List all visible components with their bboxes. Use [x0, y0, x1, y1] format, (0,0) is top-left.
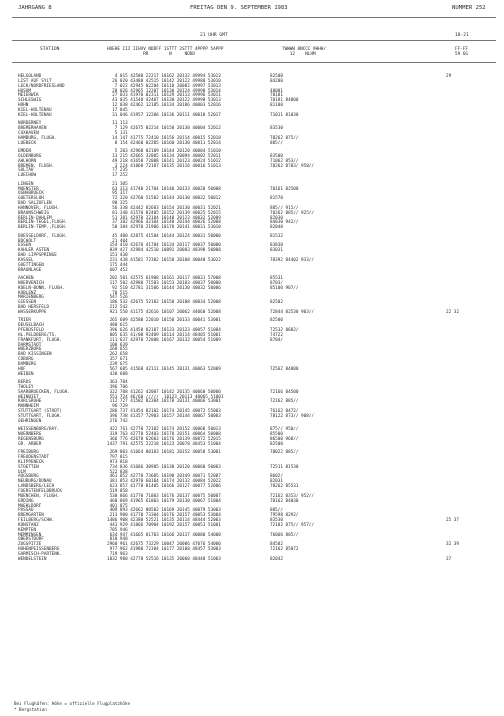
station-name: KAHLER ASTEN — [18, 248, 50, 254]
observation-data: 50 384 42970 21906 10170 20141 40031 53010 — [107, 225, 221, 231]
table-row — [0, 420, 504, 425]
station-name: DUESSELDORF, FLUGH. — [18, 233, 68, 239]
weather-groups: 76066 885// — [270, 532, 299, 538]
weather-groups: 40001 — [270, 88, 283, 94]
station-name: MUEHLDORF — [18, 503, 42, 509]
station-name: LINGEN — [18, 181, 34, 187]
weather-groups: 70262 85531 — [270, 484, 299, 490]
station-name: WEINBIET — [18, 394, 39, 400]
observation-data: 381 853 42970 60104 10174 20132 40084 52022 — [107, 479, 221, 485]
weather-groups: 875// 950// — [270, 427, 299, 433]
weather-groups: 82500 — [270, 441, 283, 447]
observation-data: 480 615 — [107, 323, 128, 329]
observation-data: 396 738 41357 72903 10157 20144 40067 50003 — [107, 414, 221, 419]
station-name: ZUGSPITZE — [18, 542, 42, 548]
station-name: PFERDSFELD — [18, 328, 44, 334]
observation-data: 112 727 41582 82304 10178 20131 40066 53001 — [107, 399, 221, 405]
station-name: DEUSELBACH — [18, 323, 44, 329]
station-name: STUTTGART, FLUGH. — [18, 414, 62, 419]
weather-groups: 8703/ — [270, 280, 283, 286]
observation-data: 2960 961 42675 73229 10047 20006 47076 54000 — [107, 542, 221, 548]
station-name: MANNHEIM — [18, 404, 39, 410]
weather-groups: 885// — [270, 140, 283, 146]
station-name: EMDEN — [18, 149, 31, 154]
station-name: BERLIN-TEMP.,FLUGH. — [18, 225, 68, 231]
station-name: DARMSTADT — [18, 342, 42, 348]
observation-data: 72 320 42760 51502 10144 20130 40032 50012 — [107, 196, 221, 202]
observation-data: 363 704 — [107, 380, 128, 386]
subheader-rule — [12, 40, 496, 41]
weather-groups: 72844 82530 903// — [270, 309, 314, 315]
table-row — [0, 114, 504, 119]
observation-data: 111 637 42970 72008 10167 20132 40054 51009 — [107, 337, 221, 343]
observation-data: 5 131 — [107, 130, 128, 136]
station-name: BERUS — [18, 380, 31, 386]
weather-groups: 70262 8703/ 958// — [270, 163, 314, 169]
station-column-header: STATION — [40, 47, 60, 52]
station-name: BAD LIPPSPRINGE — [18, 253, 57, 259]
column-header-rule — [12, 62, 496, 63]
station-name: STOETTEN — [18, 464, 39, 470]
station-name: NOERVENICH — [18, 280, 44, 286]
observation-data: 45 400 42875 41504 10144 20124 40031 50000 — [107, 233, 221, 239]
observation-data: 409 893 42662 80502 10169 20145 40079 53003 — [107, 508, 221, 514]
station-name: COBURG — [18, 357, 34, 363]
footnote-airports: Bei Flughäfen: Höhe = offizielle Flugplatzhöhe — [14, 701, 130, 706]
weather-groups: 85531 — [270, 276, 283, 282]
observation-data: 81 348 41570 82405 10152 20139 40025 52015 — [107, 210, 221, 216]
observation-data: 11 113 — [107, 121, 128, 127]
station-name: LIST AUF SYLT — [18, 78, 52, 84]
observation-data: 117 502 42980 71503 10153 20103 40037 50000 — [107, 280, 221, 286]
station-name: FEILBERG/SCHW. — [18, 518, 55, 524]
observation-data: 17 252 — [107, 173, 128, 179]
observation-data: 1437 791 42575 22218 10123 20078 48453 51004 — [107, 441, 221, 447]
station-name: KEMPTEN — [18, 527, 37, 533]
observation-data: 13 215 42665 32005 10134 20094 40002 52011 — [107, 153, 221, 159]
observation-data: 607 452 — [107, 267, 128, 273]
observation-data: 286 737 41454 82102 10174 20145 40072 55003 — [107, 409, 221, 415]
observation-data: 567 685 41568 42111 10145 20131 40063 52009 — [107, 366, 221, 372]
weather-groups: 82500 — [270, 74, 283, 79]
weather-groups: 82040 — [270, 225, 283, 231]
table-row — [0, 174, 504, 179]
station-name: WEIDEN — [18, 371, 34, 377]
observation-data: 51 381 42970 22104 10148 20123 40032 52009 — [107, 215, 221, 221]
station-name: WEISSENBURG/BAY. — [18, 427, 60, 433]
weather-groups: 81532 — [270, 233, 283, 239]
table-row — [0, 226, 504, 231]
wind-gusts: 22 32 — [446, 309, 459, 315]
weather-groups: 84030 942// — [270, 220, 299, 226]
station-name: BREMEN, FLUGH. — [18, 163, 55, 169]
observation-data: 357 671 — [107, 357, 128, 363]
observation-data: 96 729 — [107, 404, 128, 410]
observation-data: 43 035 41540 42407 10138 20122 49998 53013 — [107, 98, 221, 104]
observation-data: 977 962 41980 72304 10177 20108 48457 53003 — [107, 547, 221, 553]
observation-data: 27 033 41970 02311 10129 20113 49996 53011 — [107, 93, 221, 99]
station-name: MARIENBERG — [18, 295, 44, 301]
weather-groups: 83830 — [270, 243, 283, 249]
observation-data: 973 818 — [107, 459, 128, 465]
wind-gusts: 37 — [446, 556, 452, 562]
footnote-mountain: * Bergstation — [14, 707, 47, 712]
station-name: MUENSTER — [18, 186, 39, 192]
observation-data: 366 776 42670 62603 10176 20139 40072 52015 — [107, 436, 221, 442]
observation-data: 56 338 42442 82603 10154 20130 40031 52021 — [107, 205, 221, 211]
observation-data: 1832 980 42778 52516 10135 20060 48448 51003 — [107, 556, 221, 562]
weather-groups: 82031 — [270, 479, 283, 485]
station-name: CUXHAVEN — [18, 130, 39, 136]
observation-data: 401 875 — [107, 503, 128, 509]
observation-data: 319 763 42770 52403 10178 20151 40064 50008 — [107, 432, 221, 438]
station-name: FRANKFURT, FLUGH. — [18, 337, 62, 343]
observation-data: 95 317 — [107, 191, 128, 197]
observation-data: 77 235 — [107, 168, 128, 174]
weather-groups: 72162 885// — [270, 399, 299, 405]
observation-data: 98 325 — [107, 201, 128, 207]
observation-data: 31 046 41957 12206 10136 20111 40010 52017 — [107, 112, 221, 118]
weather-groups: 81570 — [270, 196, 283, 202]
weather-groups: 74722 — [270, 332, 283, 338]
station-name: MEMMINGEN — [18, 532, 42, 538]
station-name: OLDENBURG — [18, 153, 42, 159]
weather-groups: 83530 — [270, 126, 283, 132]
observation-data: 797 815 — [107, 455, 128, 461]
station-name: WASSERKUPPE — [18, 309, 47, 315]
date-label: FREITAG DEN 9. SEPTEMBER 1983 — [190, 5, 288, 11]
observation-data: 422 761 42770 72102 10174 20152 40068 50013 — [107, 427, 221, 433]
station-name: GUETERSLOH — [18, 196, 44, 202]
weather-groups: 81100 — [270, 103, 283, 109]
observation-data: 37 382 42966 42104 10148 20144 40026 52008 — [107, 220, 221, 226]
weather-groups: 79598 8292/ — [270, 513, 299, 519]
wind-gusts: 32 39 — [446, 542, 459, 548]
weather-groups: 82042 — [270, 556, 283, 562]
observation-data: 5 203 42960 02109 10144 20120 40004 51010 — [107, 149, 221, 154]
table-row — [0, 443, 504, 448]
observation-data: 265 609 42580 22010 10150 20133 40041 53001 — [107, 318, 221, 324]
station-name: OBERSTDORF — [18, 537, 44, 543]
station-name: BRAUNLAGE — [18, 267, 42, 273]
observation-data: 443 929 41866 70904 10192 20157 40053 51001 — [107, 522, 221, 528]
observation-data: 49 218 41650 72008 10141 20123 40024 51012 — [107, 158, 221, 164]
station-name: NUERNBERG — [18, 432, 42, 438]
station-name: HELGOLAND — [18, 74, 42, 79]
weather-groups: 885// — [270, 508, 283, 514]
weather-groups: 885// 915// — [270, 205, 299, 211]
weather-groups: 83031 — [270, 248, 283, 254]
weather-groups: 71011 81030 — [270, 112, 299, 118]
observation-data: 63 313 41740 21704 10140 20133 40020 50008 — [107, 186, 221, 192]
station-name: BREMERHAVEN — [18, 126, 47, 132]
observation-data: 213 900 41770 73304 10176 20157 40053 53004 — [107, 513, 221, 519]
weather-groups: 8602/ — [270, 474, 283, 480]
weather-groups: 78022 885// — [270, 450, 299, 456]
observation-data: 396 706 — [107, 384, 128, 390]
station-name: FREUDENSTADT — [18, 455, 50, 461]
observation-data: 461 852 42770 73605 10190 20149 40071 52007 — [107, 474, 221, 480]
station-name: GIESSEN — [18, 300, 37, 306]
station-name: LUEBECK — [18, 140, 37, 146]
observation-data: 28 026 42965 12207 10130 20124 49998 53014 — [107, 88, 221, 94]
observation-data: 151 430 — [107, 253, 128, 259]
observation-data: 805 635 41/00 92409 10114 20114 48405 51001 — [107, 332, 221, 338]
observation-data: 460 869 41965 61803 10179 20130 40067 51004 — [107, 498, 221, 504]
weather-groups: 86500 968// — [270, 436, 299, 442]
station-name: AACHEN — [18, 276, 34, 282]
station-name: HAMBURG, FLUGH. — [18, 135, 57, 141]
station-name: KOBLENZ — [18, 290, 37, 296]
weather-groups: 72166 84500 — [270, 389, 299, 395]
time-range: 18-21 — [455, 33, 469, 38]
station-name: KLIPPENECK — [18, 459, 44, 465]
station-name: KOELN-BONN, FLUGH. — [18, 285, 65, 291]
observation-data: 839 427 42984 42510 10091 20083 48390 50008 — [107, 248, 221, 254]
station-name: FUERSTENFELDBRUCK — [18, 489, 62, 494]
observation-data: 396 626 41450 82107 10133 20123 40057 51004 — [107, 328, 221, 334]
station-name: WUERZBURG — [18, 347, 42, 353]
observation-data: 810 948 — [107, 537, 128, 543]
observation-data: 522 838 — [107, 469, 128, 475]
station-name: BAD KISSINGEN — [18, 352, 52, 358]
observation-data: 108 639 — [107, 342, 128, 348]
station-name: LANDSBERG/LECH — [18, 484, 55, 490]
weather-groups: 84502 — [270, 542, 283, 548]
station-name: KARLSRUHE — [18, 399, 42, 405]
observation-data: 269 803 41664 80103 10181 20152 40058 53001 — [107, 450, 221, 456]
station-name: BAD SALZUFLEN — [18, 201, 52, 207]
observation-column-header: HOEHE III IIHVV NDDFF 1STTT 2STTT 4PPPP 5APPP RR N NDDD — [107, 47, 224, 57]
station-name: HOHENPEISSENBERG — [18, 547, 60, 553]
station-name: GOETTINGEN — [18, 262, 44, 268]
page-header — [0, 0, 504, 14]
station-name: KIEL-HOLTENAU — [18, 112, 52, 118]
observation-data: 231 438 41581 72302 10158 20108 40040 53022 — [107, 257, 221, 263]
station-table — [0, 75, 504, 563]
observation-data: 547 526 — [107, 295, 128, 301]
wind-gusts: 25 37 — [446, 518, 459, 524]
observation-data: 438 688 — [107, 371, 128, 377]
observation-data: 8 154 42460 82205 10160 20130 40011 52014 — [107, 140, 221, 146]
utc-time: 21 UHR GMT — [200, 33, 228, 38]
observation-data: 705 946 — [107, 527, 128, 533]
station-name: REGENSBURG — [18, 436, 44, 442]
station-name: GARMISCH-PARTENK. — [18, 551, 62, 557]
observation-data: 7 022 42945 02204 10110 20082 49997 53013 — [107, 83, 221, 89]
weather-groups: 82500 — [270, 318, 283, 324]
weather-groups: 83530 — [270, 518, 283, 524]
weather-groups: 85100 907// — [270, 285, 299, 291]
issue-number: NUMMER 252 — [452, 5, 486, 11]
station-name: KIEL-HOLTENAU — [18, 107, 52, 113]
observation-data: 26 020 43480 42515 10142 20122 49980 53010 — [107, 78, 221, 84]
observation-data: 322 708 41262 42007 10142 20135 40060 50000 — [107, 389, 221, 395]
station-name: ULM — [18, 469, 26, 475]
weather-groups: 70262 885// 925// — [270, 210, 314, 216]
observation-data: 519 858 — [107, 489, 128, 494]
header-rule — [12, 17, 496, 18]
table-row — [0, 142, 504, 147]
observation-data: 92 510 42781 31506 10144 20130 40032 50006 — [107, 285, 221, 291]
station-name: GR. ARBER — [18, 441, 42, 447]
station-name: STUTTGART (STADT) — [18, 409, 62, 415]
table-row — [0, 558, 504, 563]
station-name: TRIER — [18, 318, 31, 324]
observation-data: 262 658 — [107, 352, 128, 358]
observation-data: 21 305 — [107, 181, 128, 187]
station-name: BAMBERG — [18, 361, 37, 367]
observation-data: 634 947 41665 81703 10166 20137 40080 54000 — [107, 532, 221, 538]
station-name: BOCHOLT — [18, 238, 37, 244]
station-name: KASSEL — [18, 257, 34, 263]
observation-data: 553 724 46/60 ///// 10123 20113 40065 51001 — [107, 394, 224, 400]
weather-groups: 82502 — [270, 300, 283, 306]
observation-data: 17 045 — [107, 107, 128, 113]
station-name: NEUBURG/DONAU — [18, 479, 52, 485]
observation-data: 3 224 41868 72107 10135 20116 40016 51013 — [107, 163, 221, 169]
table-row — [0, 269, 504, 274]
weather-column-header: 7WWWW 8NCCC 9HHH/ 12 NLHM — [282, 47, 326, 57]
station-name: ESSEN — [18, 243, 31, 249]
station-name: BERLIN-DAHLEM — [18, 215, 52, 221]
weather-groups: 70161 82500 — [270, 186, 299, 192]
volume-label: JAHRGANG 8 — [18, 5, 52, 11]
observation-data: 212 542 — [107, 305, 128, 311]
observation-data: 186 532 42675 52102 10158 20108 40034 52008 — [107, 300, 221, 306]
weather-groups: 72162 8353/ 952// — [270, 493, 314, 499]
weather-groups: 71062 853// — [270, 158, 299, 164]
weather-groups: 72562 84800 — [270, 366, 299, 372]
observation-data: 719 963 — [107, 551, 128, 557]
observation-data: 530 866 41770 71803 10176 20137 40075 50007 — [107, 493, 221, 499]
observation-data: 154 410 42670 41704 10134 20117 40037 50000 — [107, 243, 221, 249]
station-name: BRAUNSCHWEIG — [18, 210, 50, 216]
station-name: NORDERNEY — [18, 121, 42, 127]
weather-groups: 76162 8472/ — [270, 409, 299, 415]
table-row — [0, 373, 504, 378]
observation-data: 239 675 — [107, 361, 128, 367]
observation-data: 14 147 41775 72410 10156 20114 40015 52018 — [107, 135, 221, 141]
weather-groups: 72162 85072 — [270, 547, 299, 553]
observation-data: 1486 908 42380 52521 10135 20114 48444 52003 — [107, 518, 221, 524]
station-name: HL.PELDBERG/TS. — [18, 332, 57, 338]
station-name: SCHLESWIG — [18, 98, 42, 104]
station-name: HOHN — [18, 103, 29, 109]
weather-groups: 70181 — [270, 93, 283, 99]
observation-data: 734 836 41686 30905 10130 20120 40060 50003 — [107, 464, 221, 470]
station-name: LUECHOW — [18, 173, 37, 179]
station-name: PASSAU — [18, 508, 34, 514]
station-name: HANNOVER, FLUGH. — [18, 205, 60, 211]
wind-column-header: FF-FF 59 GG — [455, 47, 468, 57]
station-name: OEHRINGEN — [18, 418, 42, 424]
observation-data: 202 501 42575 61908 10161 20117 40031 57008 — [107, 276, 221, 282]
observation-data: 175 444 — [107, 262, 128, 268]
weather-groups: 83500 — [270, 153, 283, 159]
observation-data: 70 515 — [107, 290, 128, 296]
table-row — [0, 311, 504, 316]
station-name: BAD HERSFELD — [18, 305, 50, 311]
weather-groups: 72532 8682/ — [270, 328, 299, 334]
station-name: MUENCHEN, FLUGH. — [18, 493, 60, 499]
weather-groups: 70162 84030 — [270, 498, 299, 504]
observation-data: 12 038 42462 12105 10134 20106 40003 52016 — [107, 103, 221, 109]
station-name: HUSUM — [18, 88, 31, 94]
station-name: KONSTANZ — [18, 522, 39, 528]
weather-groups: 70181 84800 — [270, 98, 299, 104]
station-name: ERDING — [18, 498, 34, 504]
weather-groups: 72182 875// 957// — [270, 522, 314, 528]
station-name: SAARBRUECKEN, FLUGH. — [18, 389, 70, 395]
station-name: WENDELSTEIN — [18, 556, 47, 562]
observation-data: 623 857 41770 81405 10166 20127 40077 52006 — [107, 484, 221, 490]
observation-data: 276 742 — [107, 418, 128, 424]
station-name: AUGSBURG — [18, 474, 39, 480]
observation-data: 268 655 — [107, 347, 128, 353]
observation-data: 921 550 41175 42616 10107 20062 44060 52008 — [107, 309, 221, 315]
wind-gusts: 29 — [446, 74, 452, 79]
weather-groups: 72511 81530 — [270, 464, 299, 470]
station-name: BERLIN-TEGEL,FLUGH. — [18, 220, 68, 226]
observation-data: 21 404 — [107, 238, 128, 244]
weather-groups: 85500 — [270, 432, 283, 438]
weather-groups: 70392 84402 933// — [270, 257, 314, 263]
station-name: HOF — [18, 366, 26, 372]
weather-groups: 82030 — [270, 215, 283, 221]
observation-data: 4 015 42580 22217 10162 20132 49994 53013 — [107, 74, 221, 79]
station-name: BREMGARTEN — [18, 513, 44, 519]
station-name: AHLHORN — [18, 158, 37, 164]
weather-groups: 70262 875// — [270, 135, 299, 141]
observation-data: 7 129 42675 02214 10150 20130 40004 52012 — [107, 126, 221, 132]
station-name: THOLEY — [18, 384, 34, 390]
station-name: SOLTAU — [18, 168, 34, 174]
station-name: MEIERWIK — [18, 93, 39, 99]
station-name: OSNABRUECK — [18, 191, 44, 197]
weather-groups: 78122 873// 908// — [270, 414, 314, 419]
station-name: LECK/NORDFRIESLAND — [18, 83, 65, 89]
station-name: FREIBURG — [18, 450, 39, 456]
weather-groups: 8704/ — [270, 337, 283, 343]
weather-groups: 84200 — [270, 78, 283, 84]
